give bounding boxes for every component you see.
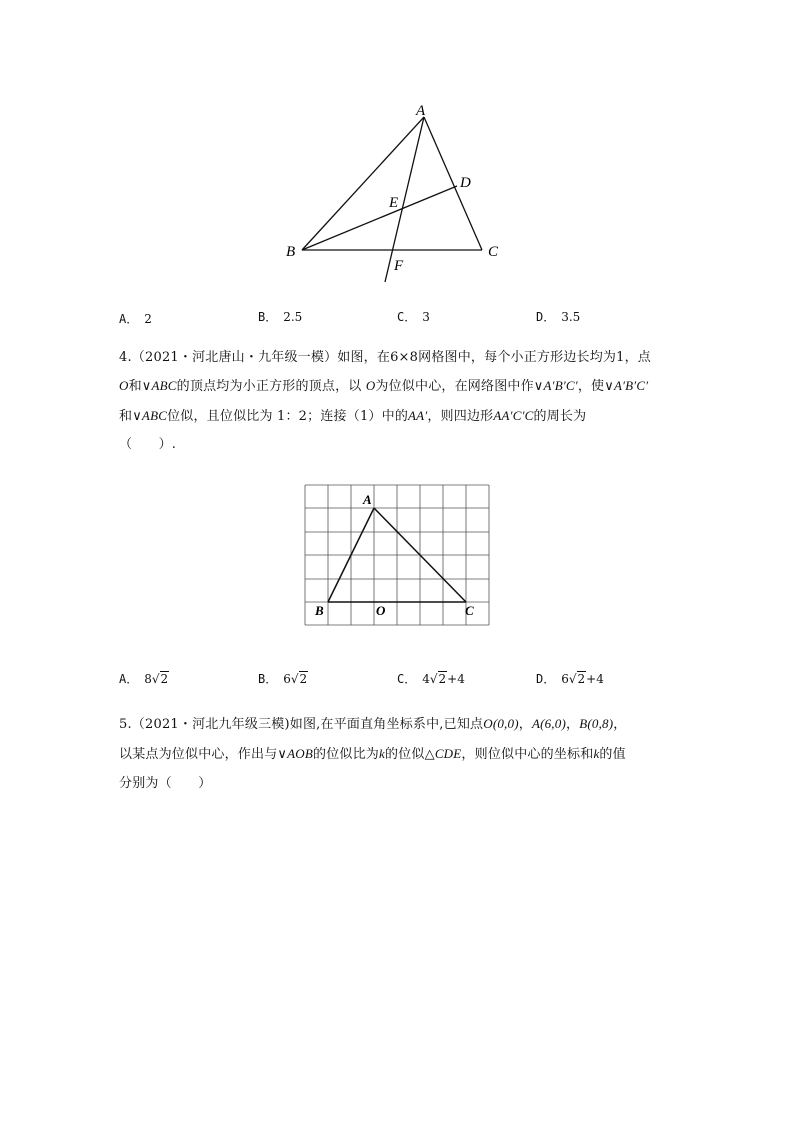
q4-option-c[interactable]: C． 4√2+4 <box>397 672 465 686</box>
grid-label-a: A <box>363 492 372 507</box>
grid-label-o: O <box>376 603 386 618</box>
grid-figure <box>300 480 495 630</box>
q4-option-d[interactable]: D． 6√2+4 <box>536 672 604 686</box>
q5-line-3: 分别为（ ） <box>119 776 212 791</box>
segment-ac <box>424 117 482 250</box>
point-label-e: E <box>389 195 399 211</box>
segment-ab <box>302 117 424 250</box>
q3-option-c[interactable]: C． 3 <box>397 310 430 324</box>
sqrt-symbol: √ <box>151 672 160 686</box>
q4-option-b[interactable]: B． 6√2 <box>258 672 308 686</box>
q5-line-1: 5.（2021・河北九年级三模)如图,在平面直角坐标系中,已知点O(0,0)，A(6,0)，B(0,8)， <box>119 716 627 732</box>
grid-label-c: C <box>465 603 474 618</box>
point-label-c: C <box>488 244 499 260</box>
q4-line-2: O和∨ABC的顶点均为小正方形的顶点，以 O为位似中心，在网络图中作∨A′B′C′，使∨A′B′C′ <box>119 378 649 394</box>
triangle-figure <box>280 100 510 290</box>
point-label-a: A <box>416 103 426 119</box>
point-label-f: F <box>394 258 404 274</box>
q3-option-b[interactable]: B． 2.5 <box>258 310 303 324</box>
q3-option-a[interactable]: A． 2 <box>119 312 152 326</box>
q3-option-d[interactable]: D． 3.5 <box>536 310 581 324</box>
sqrt-symbol: √ <box>429 672 438 686</box>
sqrt-symbol: √ <box>568 672 577 686</box>
q5-line-2: 以某点为位似中心，作出与∨AOB的位似比为k的位似△CDE，则位似中心的坐标和k的值 <box>119 746 626 762</box>
sqrt-symbol: √ <box>290 672 299 686</box>
grid-label-b: B <box>315 603 324 618</box>
q4-line-1: 4.（2021・河北唐山・九年级一模）如图，在6×8网格图中，每个小正方形边长均为1，点 <box>119 350 651 365</box>
q4-line-3: 和∨ABC位似，且位似比为 1：2；连接（1）中的AA′，则四边形AA′C′C的周长为 <box>119 408 587 424</box>
q4-option-a[interactable]: A． 8√2 <box>119 672 169 686</box>
point-label-d: D <box>460 175 471 191</box>
grid-lines <box>305 485 489 625</box>
segment-bd <box>302 186 457 250</box>
point-label-b: B <box>286 244 296 260</box>
q4-line-4: （ ）. <box>119 437 177 452</box>
